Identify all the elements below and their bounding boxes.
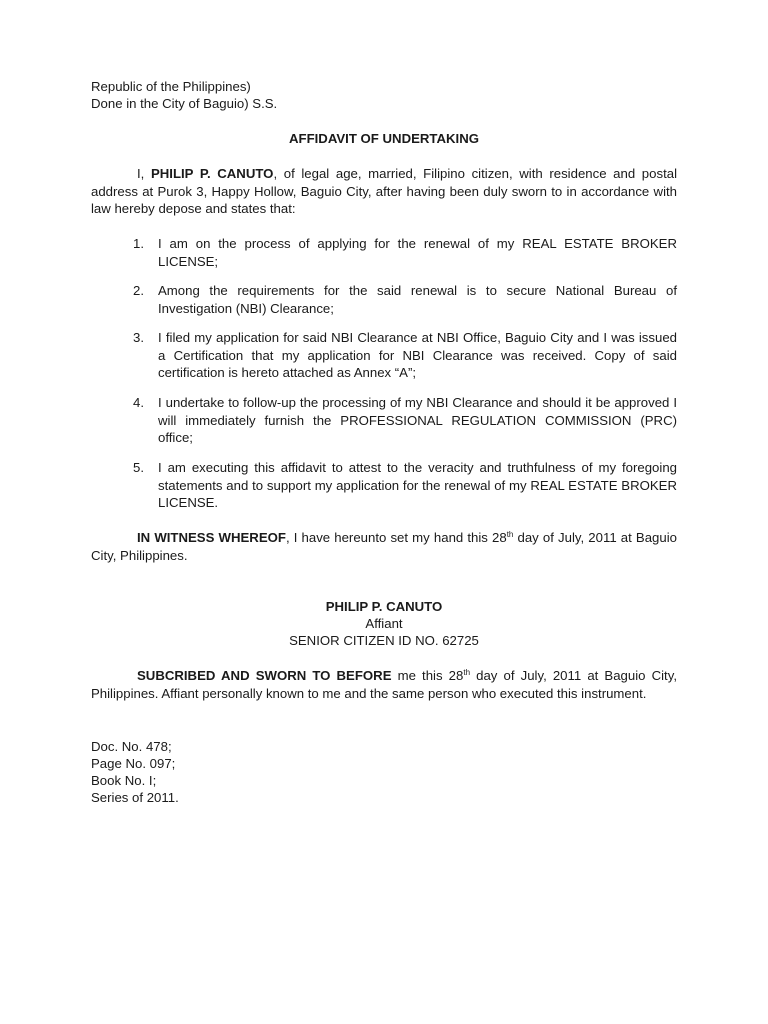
series-year: Series of 2011. <box>91 790 179 805</box>
list-item <box>133 459 677 512</box>
list-item-number: 4. <box>133 395 144 410</box>
page-number: Page No. 097; <box>91 756 176 771</box>
jurat-text-a: me this 28 <box>391 668 464 683</box>
list-item-text: Among the requirements for the said renewal is to secure National Bureau of Investigation (NBI) Clearance; <box>158 283 677 316</box>
list-item-text: I filed my application for said NBI Clearance at NBI Office, Baguio City and I was issued a Certification that my application for NBI Clearance was received. Copy of said certification is hereto attached as Annex “A”; <box>158 330 677 380</box>
jurat-ordinal: th <box>463 668 471 677</box>
jurat-paragraph <box>91 667 677 702</box>
list-item-number: 2. <box>133 283 144 298</box>
list-item-number: 5. <box>133 460 144 475</box>
signatory-id: SENIOR CITIZEN ID NO. 62725 <box>289 633 479 648</box>
intro-prefix: I, <box>137 166 151 181</box>
document-title: AFFIDAVIT OF UNDERTAKING <box>289 131 479 146</box>
witness-heading: IN WITNESS WHEREOF <box>137 530 286 545</box>
venue-line-2: Done in the City of Baguio) S.S. <box>91 96 278 111</box>
list-item-text: I undertake to follow-up the processing of my NBI Clearance and should it be approved I will immediately furnish the PROFESSIONAL REGULATION COMMISSION (PRC) office; <box>158 395 677 445</box>
witness-paragraph <box>91 529 677 564</box>
witness-ordinal: th <box>506 530 514 539</box>
venue-line-1: Republic of the Philippines) <box>91 79 251 94</box>
list-item-text: I am executing this affidavit to attest to the veracity and truthfulness of my foregoing statements and to support my application for the renewal of my REAL ESTATE BROKER LICENSE. <box>158 460 677 510</box>
signatory-role: Affiant <box>365 616 403 631</box>
list-item-number: 1. <box>133 236 144 251</box>
jurat-text-b: day of July, 2011 at Baguio City, Philippines. Affiant personally known to me and the same person who executed this instrument. <box>91 668 677 701</box>
list-item <box>133 282 677 317</box>
list-item <box>133 235 677 270</box>
witness-text-a: , I have hereunto set my hand this 28 <box>285 530 507 545</box>
list-item <box>133 329 677 382</box>
affiant-name-inline: PHILIP P. CANUTO <box>150 166 274 181</box>
witness-text-b: day of July, 2011 at Baguio City, Philippines. <box>91 530 677 563</box>
doc-number: Doc. No. 478; <box>91 739 172 754</box>
list-item-number: 3. <box>133 330 144 345</box>
intro-paragraph <box>91 165 677 218</box>
intro-text: , of legal age, married, Filipino citizen, with residence and postal address at Purok 3, Happy Hollow, Baguio City, after having been duly sworn to in accordance with law hereby depose and states that: <box>91 166 678 216</box>
list-item-text: I am on the process of applying for the renewal of my REAL ESTATE BROKER LICENSE; <box>158 236 677 269</box>
list-item <box>133 394 677 447</box>
signatory-name: PHILIP P. CANUTO <box>325 599 443 614</box>
book-number: Book No. I; <box>91 773 157 788</box>
jurat-heading: SUBCRIBED AND SWORN TO BEFORE <box>137 668 392 683</box>
